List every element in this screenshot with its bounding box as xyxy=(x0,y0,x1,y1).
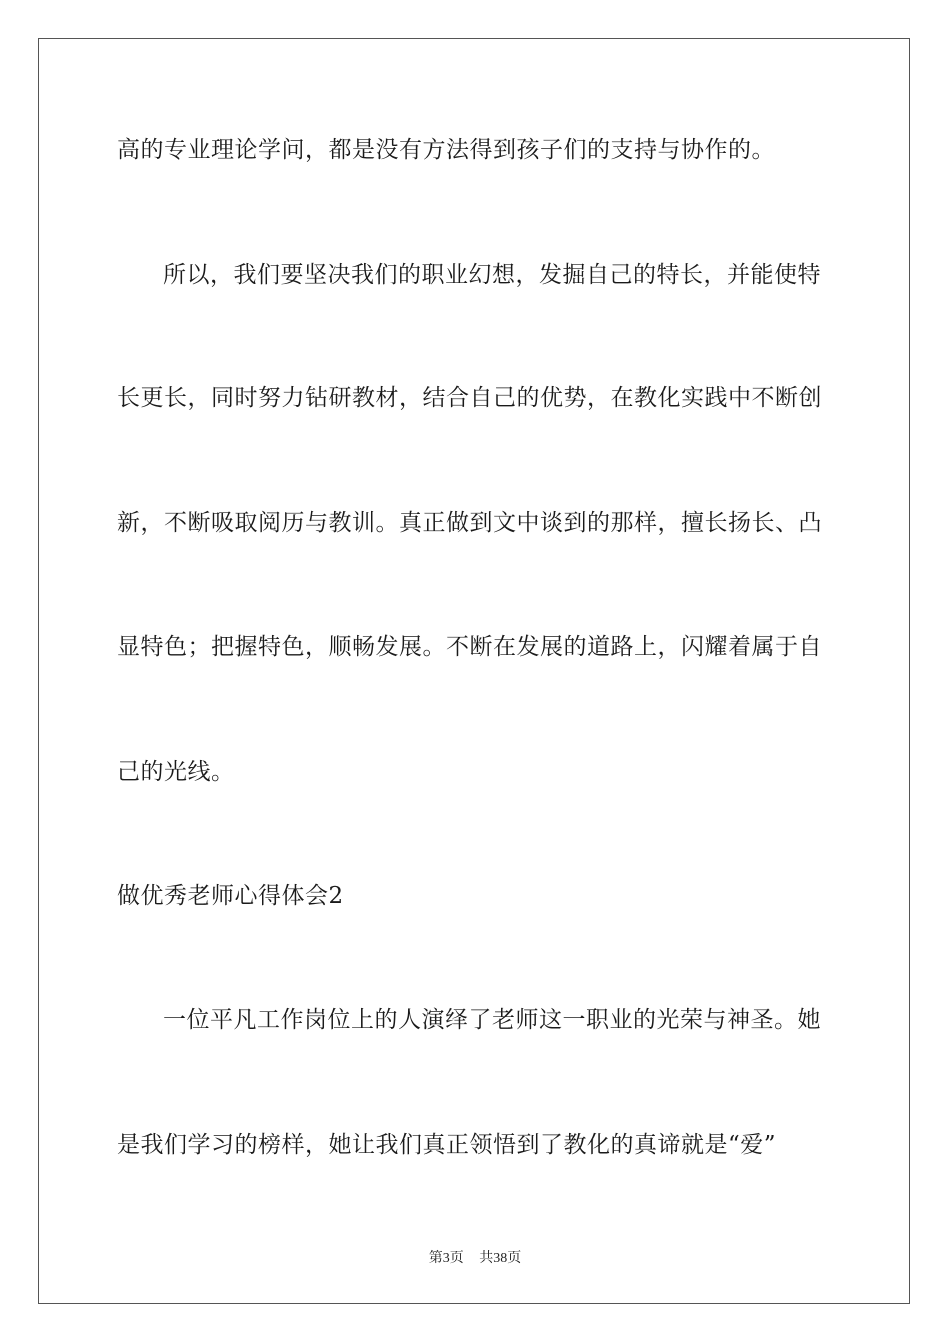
body-text-line: 高的专业理论学问，都是没有方法得到孩子们的支持与协作的。 xyxy=(117,137,775,163)
body-text-line: 己的光线。 xyxy=(117,759,235,785)
body-text-line: 长更长，同时努力钻研教材，结合自己的优势，在教化实践中不断创 xyxy=(117,385,822,411)
body-text-line: 新，不断吸取阅历与教训。真正做到文中谈到的那样，擅长扬长、凸 xyxy=(117,510,822,536)
page-footer xyxy=(0,1247,950,1267)
body-text-line: 是我们学习的榜样，她让我们真正领悟到了教化的真谛就是“爱” xyxy=(117,1132,777,1158)
body-text-line: 显特色；把握特色，顺畅发展。不断在发展的道路上，闪耀着属于自 xyxy=(117,634,822,660)
section-heading: 做优秀老师心得体会2 xyxy=(117,883,344,909)
paragraph-start-line: 所以，我们要坚决我们的职业幻想，发掘自己的特长，并能使特 xyxy=(163,262,821,288)
page-border xyxy=(38,38,910,1304)
paragraph-start-line: 一位平凡工作岗位上的人演绎了老师这一职业的光荣与神圣。她 xyxy=(163,1007,821,1033)
total-pages: 共38页 xyxy=(479,1251,522,1266)
page-number: 第3页 xyxy=(428,1251,464,1266)
